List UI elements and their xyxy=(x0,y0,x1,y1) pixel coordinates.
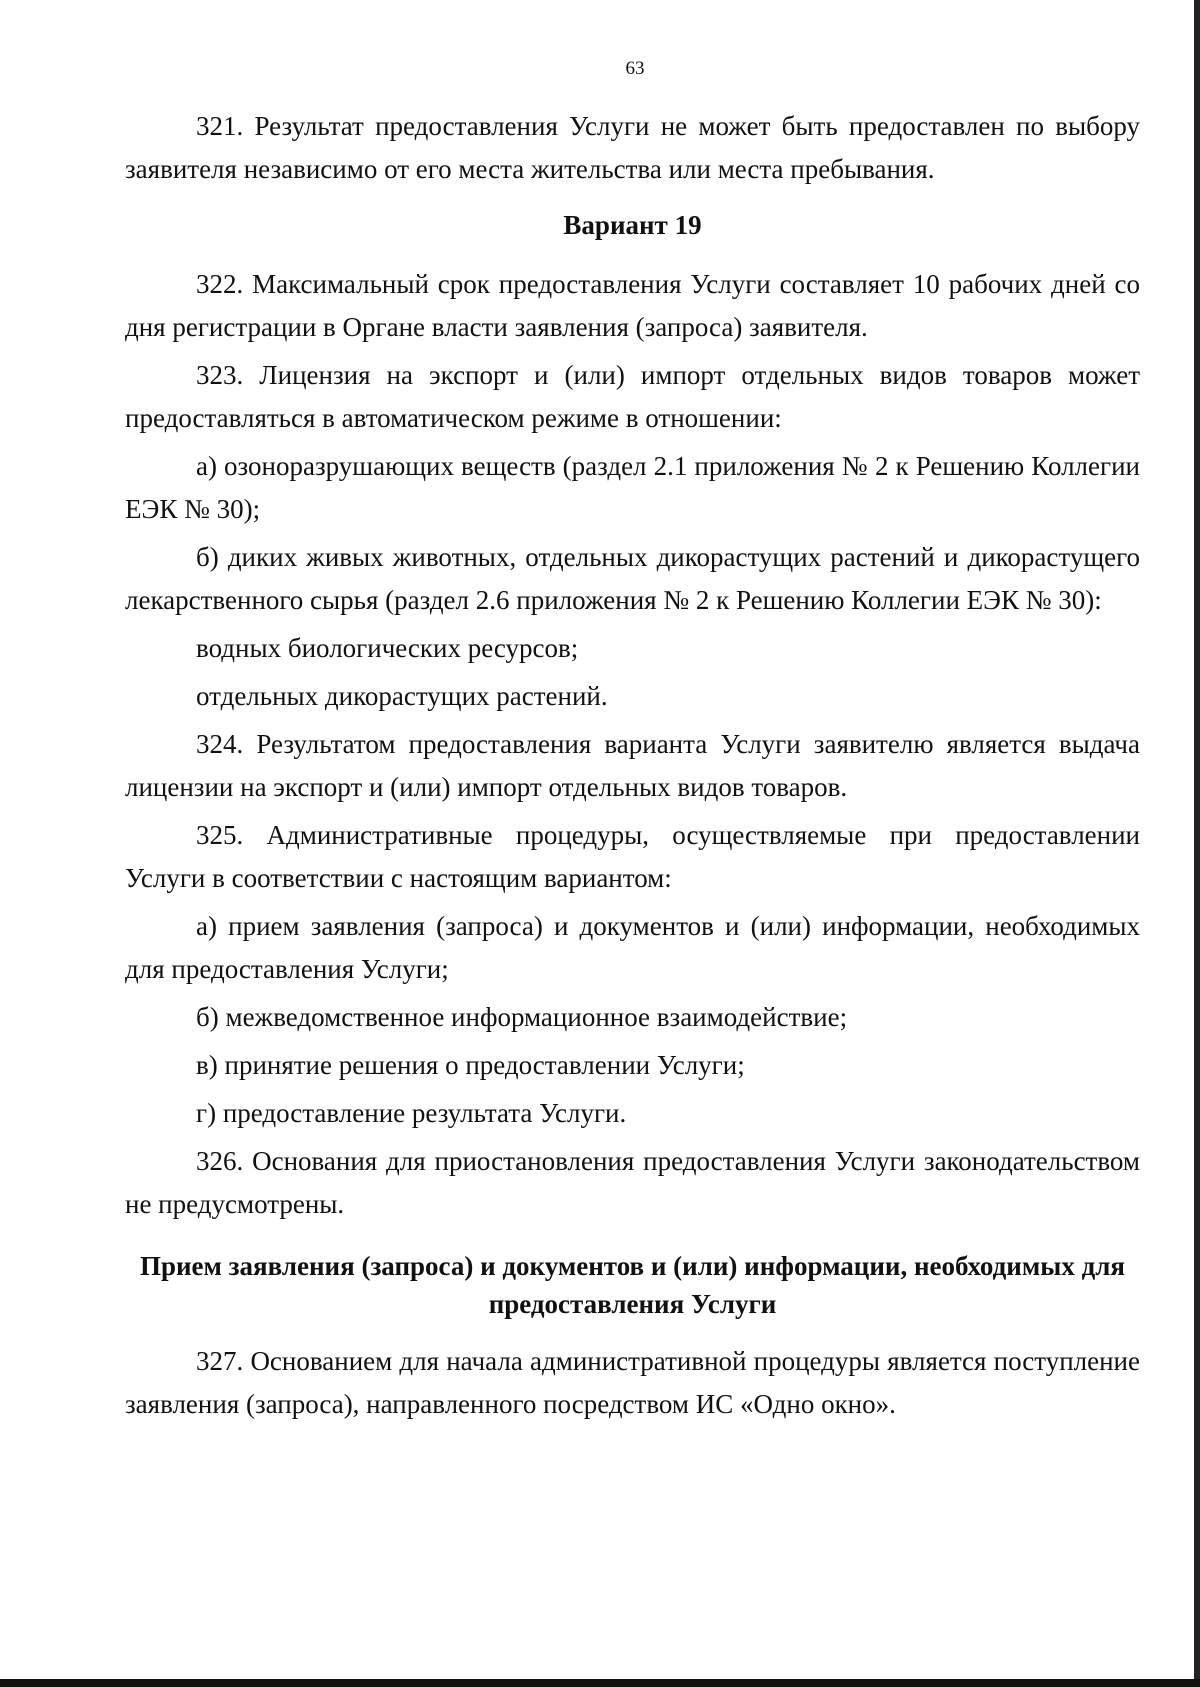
paragraph-324: 324. Результатом предоставления варианта Услуги заявителю является выдача лицензии на экспорт и (или) импорт отдельных видов товаров. xyxy=(125,729,1140,802)
paragraph-325: 325. Административные процедуры, осуществляемые при предоставлении Услуги в соответствии с настоящим вариантом: xyxy=(125,820,1140,893)
section-heading: Прием заявления (запроса) и документов и (или) информации, необходимых для предоставления Услуги xyxy=(139,1251,1125,1319)
list-subitem-water-resources: водных биологических ресурсов; xyxy=(196,633,579,663)
variant-heading: Вариант 19 xyxy=(563,210,702,240)
scan-right-edge xyxy=(1194,0,1200,1687)
list-item-323-b: б) диких живых животных, отдельных дикорастущих растений и дикорастущего лекарственного сырья (раздел 2.6 приложения № 2 к Решению Коллегии ЕЭК № 30): xyxy=(125,542,1140,615)
paragraph-323: 323. Лицензия на экспорт и (или) импорт отдельных видов товаров может предоставляться в автоматическом режиме в отношении: xyxy=(125,360,1140,433)
page-number: 63 xyxy=(625,58,645,79)
list-subitem-wild-plants: отдельных дикорастущих растений. xyxy=(196,681,608,711)
list-item-325-a: а) прием заявления (запроса) и документов и (или) информации, необходимых для предоставления Услуги; xyxy=(125,911,1140,984)
list-item-325-c: в) принятие решения о предоставлении Услуги; xyxy=(196,1050,745,1080)
scan-bottom-edge xyxy=(0,1679,1200,1687)
list-item-323-a: а) озоноразрушающих веществ (раздел 2.1 приложения № 2 к Решению Коллегии ЕЭК № 30); xyxy=(125,451,1140,524)
paragraph-321: 321. Результат предоставления Услуги не может быть предоставлен по выбору заявителя независимо от его места жительства или места пребывания. xyxy=(125,111,1140,184)
list-item-325-d: г) предоставление результата Услуги. xyxy=(196,1098,627,1128)
paragraph-326: 326. Основания для приостановления предоставления Услуги законодательством не предусмотрены. xyxy=(125,1146,1140,1219)
paragraph-327: 327. Основанием для начала административной процедуры является поступление заявления (запроса), направленного посредством ИС «Одно окно». xyxy=(125,1346,1140,1419)
document-body xyxy=(125,105,1140,1431)
list-item-325-b: б) межведомственное информационное взаимодействие; xyxy=(196,1002,848,1032)
paragraph-322: 322. Максимальный срок предоставления Услуги составляет 10 рабочих дней со дня регистрации в Органе власти заявления (запроса) заявителя. xyxy=(125,269,1140,342)
